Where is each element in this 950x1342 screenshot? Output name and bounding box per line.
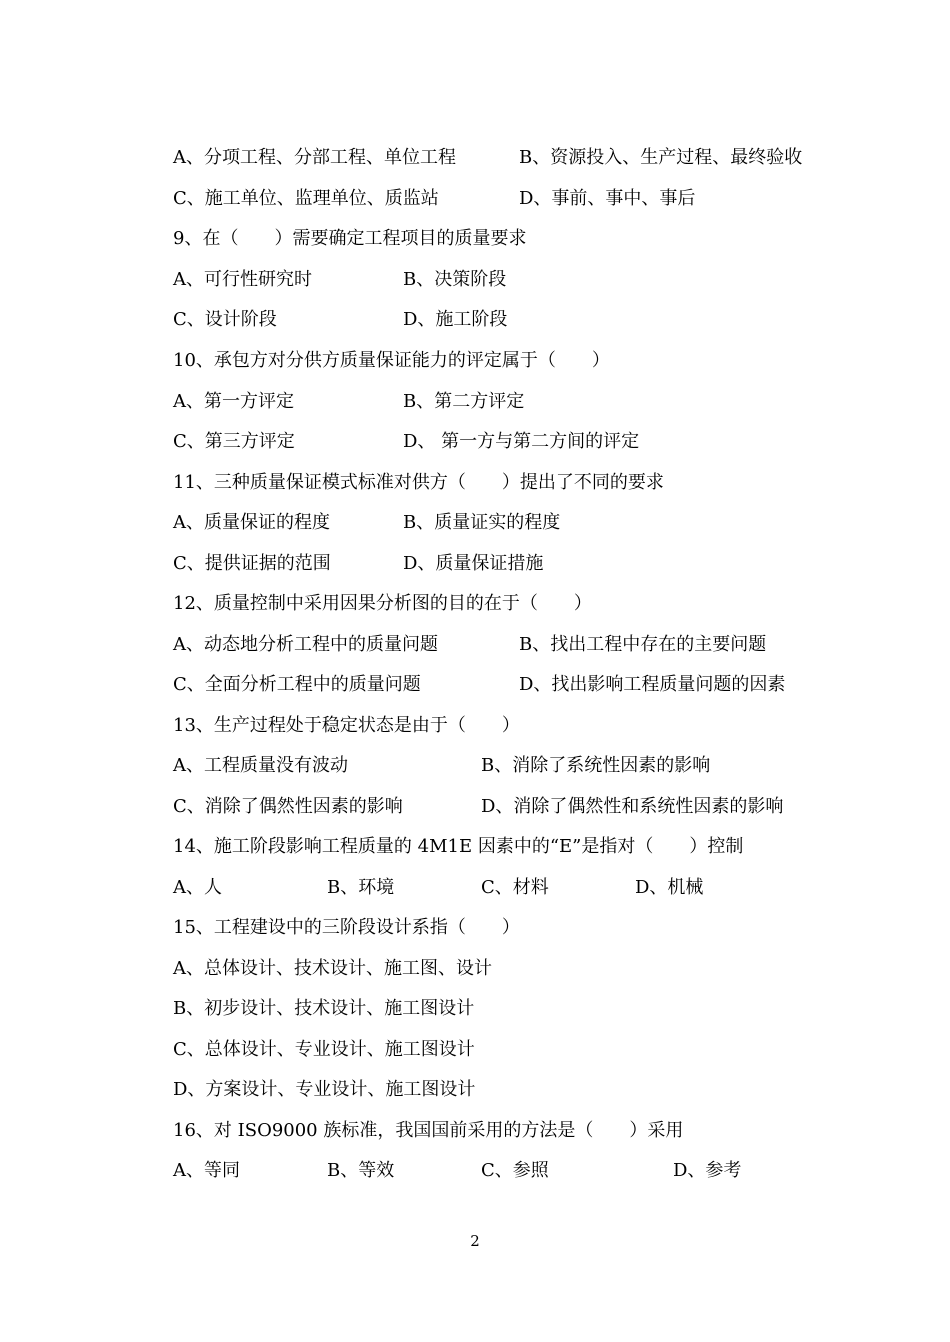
question-text: 16、对 ISO9000 族标准，我国国前采用的方法是（ ）采用: [173, 1120, 684, 1141]
question-text: 10、承包方对分供方质量保证能力的评定属于（ ）: [173, 350, 610, 371]
option-text: B、等效: [327, 1160, 395, 1181]
option-text: A、第一方评定: [173, 391, 294, 412]
question-text: A、总体设计、技术设计、施工图、设计: [173, 958, 492, 979]
option-text: C、提供证据的范围: [173, 553, 331, 574]
option-text: A、动态地分析工程中的质量问题: [173, 634, 438, 655]
question-text: 15、工程建设中的三阶段设计系指（ ）: [173, 917, 520, 938]
option-text: C、材料: [481, 877, 549, 898]
option-text: D、质量保证措施: [403, 553, 544, 574]
option-text: D、 第一方与第二方间的评定: [403, 431, 640, 452]
option-text: C、参照: [481, 1160, 549, 1181]
option-text: C、全面分析工程中的质量问题: [173, 674, 421, 695]
question-text: 11、三种质量保证模式标准对供方（ ）提出了不同的要求: [173, 472, 664, 493]
option-text: A、人: [173, 877, 222, 898]
option-text: D、事前、事中、事后: [519, 188, 696, 209]
option-text: A、质量保证的程度: [173, 512, 330, 533]
option-text: A、等同: [173, 1160, 240, 1181]
question-text: 14、施工阶段影响工程质量的 4M1E 因素中的“E”是指对（ ）控制: [173, 836, 744, 857]
option-text: A、分项工程、分部工程、单位工程: [173, 147, 456, 168]
page-number: 2: [470, 1232, 480, 1250]
option-text: B、资源投入、生产过程、最终验收: [519, 147, 803, 168]
option-text: B、找出工程中存在的主要问题: [519, 634, 767, 655]
option-text: A、工程质量没有波动: [173, 755, 348, 776]
option-text: B、环境: [327, 877, 395, 898]
option-text: C、施工单位、监理单位、质监站: [173, 188, 439, 209]
question-text: 13、生产过程处于稳定状态是由于（ ）: [173, 715, 520, 736]
option-text: B、质量证实的程度: [403, 512, 561, 533]
option-text: D、机械: [635, 877, 704, 898]
option-text: C、第三方评定: [173, 431, 295, 452]
option-text: A、可行性研究时: [173, 269, 312, 290]
option-text: B、消除了系统性因素的影响: [481, 755, 711, 776]
question-text: C、总体设计、专业设计、施工图设计: [173, 1039, 475, 1060]
option-text: C、消除了偶然性因素的影响: [173, 796, 403, 817]
option-text: D、参考: [673, 1160, 742, 1181]
question-text: 9、在（ ）需要确定工程项目的质量要求: [173, 228, 527, 249]
option-text: B、决策阶段: [403, 269, 507, 290]
question-text: D、方案设计、专业设计、施工图设计: [173, 1079, 476, 1100]
option-text: B、第二方评定: [403, 391, 525, 412]
option-text: C、设计阶段: [173, 309, 277, 330]
option-text: D、施工阶段: [403, 309, 508, 330]
option-text: D、消除了偶然性和系统性因素的影响: [481, 796, 784, 817]
option-text: D、找出影响工程质量问题的因素: [519, 674, 786, 695]
question-text: 12、质量控制中采用因果分析图的目的在于（ ）: [173, 593, 592, 614]
question-text: B、初步设计、技术设计、施工图设计: [173, 998, 475, 1019]
